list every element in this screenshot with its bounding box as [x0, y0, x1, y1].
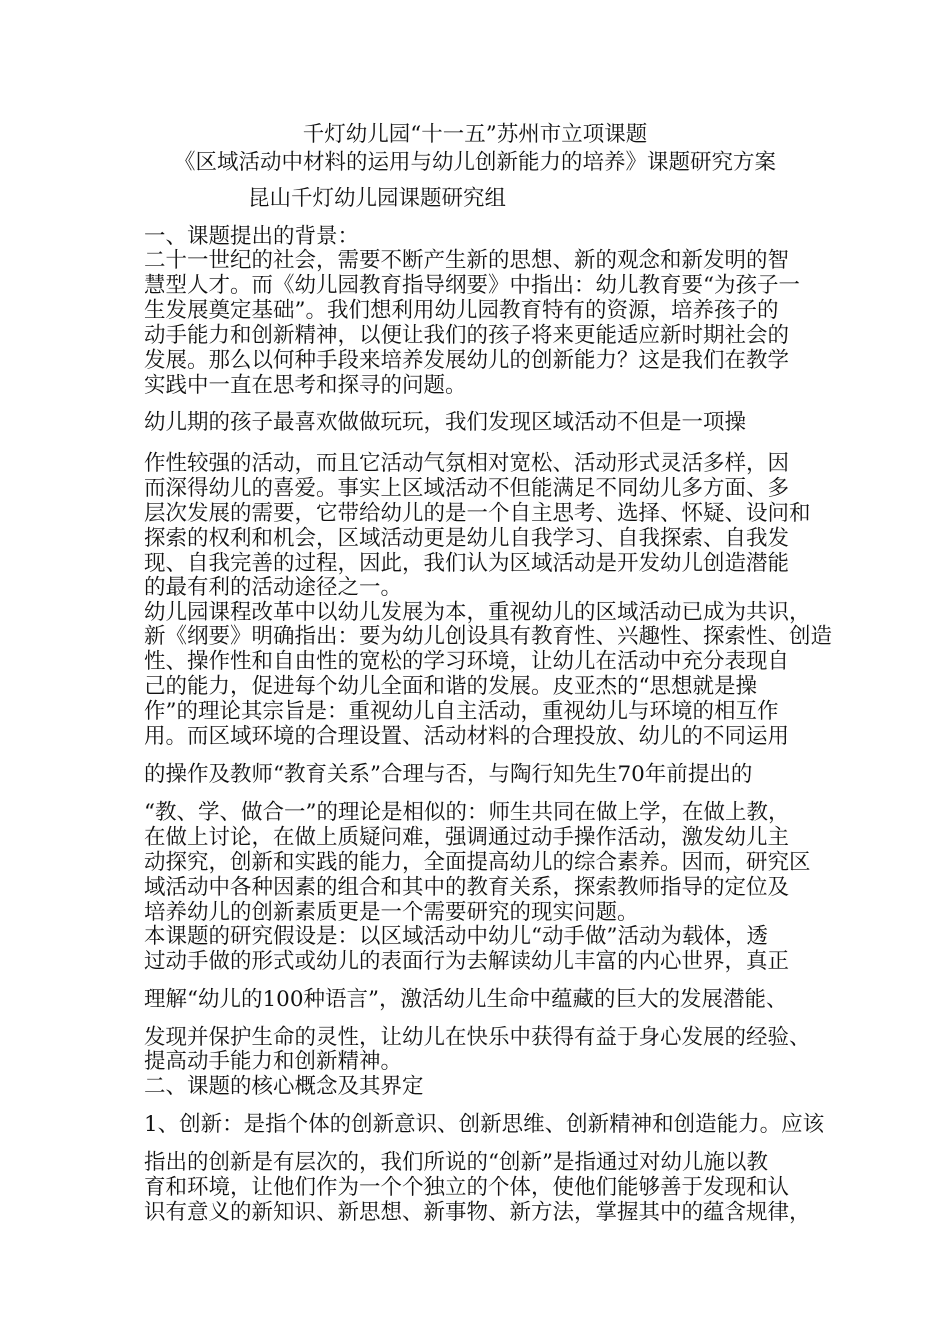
body-line: 1、创新：是指个体的创新意识、创新思维、创新精神和创造能力。应该 — [144, 1112, 825, 1137]
body-line: 域活动中各种因素的组合和其中的教育关系，探索教师指导的定位及 — [144, 875, 790, 900]
body-line: 生发展奠定基础”。我们想利用幼儿园教育特有的资源，培养孩子的 — [144, 298, 779, 323]
title-line-1: 千灯幼儿园“十一五”苏州市立项课题 — [302, 122, 648, 147]
body-line: 而深得幼儿的喜爱。事实上区域活动不但能满足不同幼儿多方面、多 — [144, 476, 790, 501]
body-line: 幼儿园课程改革中以幼儿发展为本，重视幼儿的区域活动已成为共识， — [144, 600, 811, 625]
body-line: 实践中一直在思考和探寻的问题。 — [144, 373, 467, 398]
section-heading: 二、课题的核心概念及其界定 — [144, 1074, 424, 1099]
body-line: 动探究，创新和实践的能力，全面提高幼儿的综合素养。因而，研究区 — [144, 850, 811, 875]
title-line-2: 《区域活动中材料的运用与幼儿创新能力的培养》课题研究方案 — [173, 150, 776, 175]
body-line: 己的能力，促进每个幼儿全面和谐的发展。皮亚杰的“思想就是操 — [144, 674, 757, 699]
body-line: 理解“幼儿的100种语言”，激活幼儿生命中蕴藏的巨大的发展潜能、 — [144, 987, 788, 1012]
body-line: 慧型人才。而《幼儿园教育指导纲要》中指出：幼儿教育要“为孩子一 — [144, 273, 800, 298]
body-line: 用。而区域环境的合理设置、活动材料的合理投放、幼儿的不同运用 — [144, 724, 790, 749]
body-line: 发现并保护生命的灵性，让幼儿在快乐中获得有益于身心发展的经验、 — [144, 1025, 811, 1050]
body-line: 提高动手能力和创新精神。 — [144, 1049, 403, 1074]
body-line: 过动手做的形式或幼儿的表面行为去解读幼儿丰富的内心世界，真正 — [144, 949, 790, 974]
body-line: 新《纲要》明确指出：要为幼儿创设具有教育性、兴趣性、探索性、创造 — [144, 624, 833, 649]
body-line: 现、自我完善的过程，因此，我们认为区域活动是开发幼儿创造潜能 — [144, 551, 790, 576]
body-line: 识有意义的新知识、新思想、新事物、新方法，掌握其中的蕴含规律， — [144, 1200, 811, 1225]
body-line: 指出的创新是有层次的，我们所说的“创新”是指通过对幼儿施以教 — [144, 1150, 768, 1175]
body-line: 发展。那么以何种手段来培养发展幼儿的创新能力？这是我们在教学 — [144, 348, 790, 373]
body-line: “教、学、做合一”的理论是相似的：师生共同在做上学，在做上教， — [144, 800, 790, 825]
author-line: 昆山千灯幼儿园课题研究组 — [248, 186, 507, 211]
body-line: 在做上讨论，在做上质疑问难，强调通过动手操作活动，激发幼儿主 — [144, 825, 790, 850]
body-line: 一、课题提出的背景： — [144, 224, 360, 249]
body-line: 性、操作性和自由性的宽松的学习环境，让幼儿在活动中充分表现自 — [144, 649, 790, 674]
body-line: 作性较强的活动，而且它活动气氛相对宽松、活动形式灵活多样，因 — [144, 451, 790, 476]
body-line: 的最有利的活动途径之一。 — [144, 575, 403, 600]
body-line: 层次发展的需要，它带给幼儿的是一个自主思考、选择、怀疑、设问和 — [144, 501, 811, 526]
body-line: 本课题的研究假设是：以区域活动中幼儿“动手做”活动为载体，透 — [144, 924, 768, 949]
body-line: 作”的理论其宗旨是：重视幼儿自主活动，重视幼儿与环境的相互作 — [144, 699, 779, 724]
body-line: 动手能力和创新精神，以便让我们的孩子将来更能适应新时期社会的 — [144, 323, 790, 348]
body-line: 探索的权利和机会，区域活动更是幼儿自我学习、自我探索、自我发 — [144, 526, 790, 551]
body-line: 培养幼儿的创新素质更是一个需要研究的现实问题。 — [144, 900, 639, 925]
body-line: 幼儿期的孩子最喜欢做做玩玩，我们发现区域活动不但是一项操 — [144, 410, 747, 435]
body-line: 育和环境，让他们作为一个个独立的个体，使他们能够善于发现和认 — [144, 1175, 790, 1200]
body-line: 二十一世纪的社会，需要不断产生新的思想、新的观念和新发明的智 — [144, 248, 790, 273]
body-line: 的操作及教师“教育关系”合理与否，与陶行知先生70年前提出的 — [144, 762, 753, 787]
